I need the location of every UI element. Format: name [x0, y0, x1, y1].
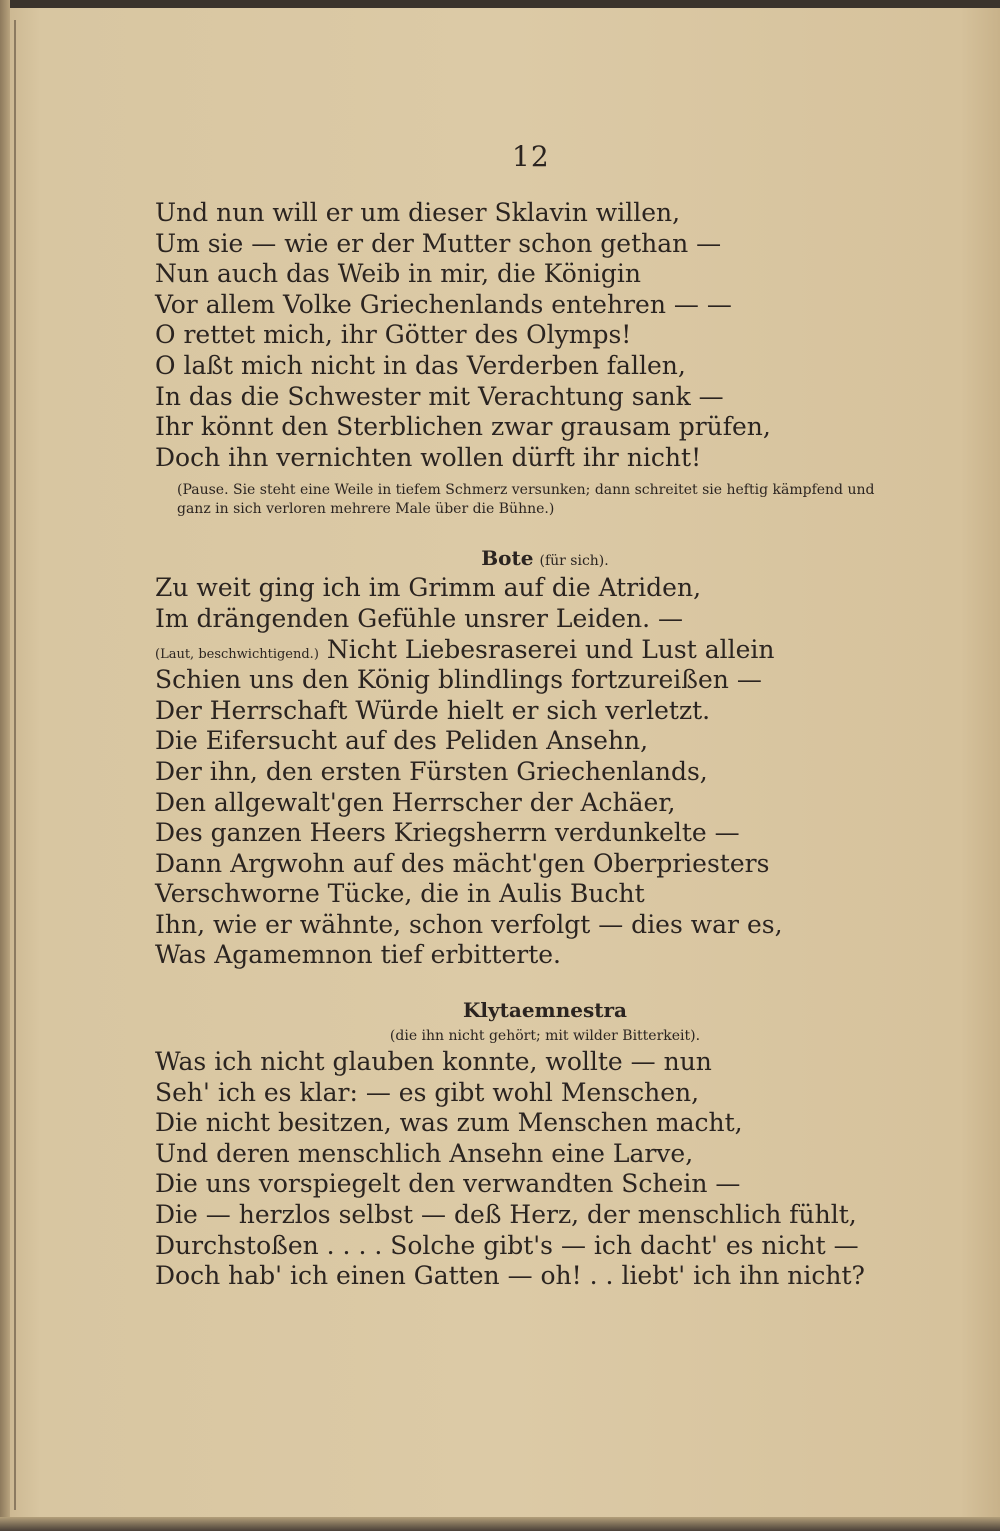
stanza-2 [155, 573, 935, 971]
verse-line: Die uns vorspiegelt den verwandten Schein — [155, 1169, 741, 1199]
verse-line: Nun auch das Weib in mir, die Königin [155, 259, 641, 289]
verse-line: Die Eifersucht auf des Peliden Ansehn, [155, 726, 649, 756]
verse-line: Ihr könnt den Sterblichen zwar grausam prüfen, [155, 412, 771, 442]
verse-line: Des ganzen Heers Kriegsherrn verdunkelte — [155, 818, 740, 848]
verse-line: Die nicht besitzen, was zum Menschen macht, [155, 1108, 743, 1138]
page-bottom-edge [0, 1517, 1000, 1531]
page-top-edge [0, 0, 1000, 8]
verse-line: Der Herrschaft Würde hielt er sich verletzt. [155, 695, 711, 725]
speaker-heading-klytaemnestra [155, 995, 935, 1025]
verse-line: Doch ihn vernichten wollen dürft ihr nicht! [155, 442, 702, 472]
stanza-3 [155, 1047, 935, 1292]
speaker-note: (für sich). [539, 553, 609, 570]
verse-text: Nicht Liebesraserei und Lust allein [326, 634, 775, 664]
verse-line: Den allgewalt'gen Herrscher der Achäer, [155, 787, 676, 817]
page-binding-edge [0, 0, 10, 1531]
verse-line: Im drängenden Gefühle unsrer Leiden. — [155, 603, 684, 633]
page-number: 12 [512, 140, 550, 173]
inline-stage-note: (Laut, beschwichtigend.) [155, 646, 319, 662]
verse-line: Der ihn, den ersten Fürsten Griechenlands, [155, 756, 708, 786]
verse-line: Und deren menschlich Ansehn eine Larve, [155, 1138, 694, 1168]
verse-line: O rettet mich, ihr Götter des Olymps! [155, 320, 632, 350]
page-fold-line [14, 20, 16, 1510]
verse-line: Was ich nicht glauben konnte, wollte — nun [155, 1047, 712, 1077]
verse-line: O laßt mich nicht in das Verderben fallen, [155, 350, 686, 380]
verse-line: Vor allem Volke Griechenlands entehren — — [155, 289, 732, 319]
verse-line: Und nun will er um dieser Sklavin willen, [155, 198, 681, 227]
verse-line: Um sie — wie er der Mutter schon gethan — [155, 228, 722, 258]
verse-line: Was Agamemnon tief erbitterte. [155, 940, 561, 970]
stanza-1 [155, 198, 935, 473]
verse-line: In das die Schwester mit Verachtung sank — [155, 381, 724, 411]
stage-direction: (Pause. Sie steht eine Weile in tiefem Schmerz versunken; dann schreitet sie heftig kämpfend und ganz in sich verloren mehrere Male über die Bühne.) [177, 482, 875, 518]
speaker-name: Bote [481, 546, 534, 571]
verse-line: Dann Argwohn auf des mächt'gen Oberpriesters [155, 848, 770, 878]
verse-line: Durchstoßen . . . . Solche gibt's — ich dacht' es nicht — [155, 1230, 859, 1260]
text-block [155, 198, 935, 1292]
verse-line: Doch hab' ich einen Gatten — oh! . . liebt' ich ihn nicht? [155, 1261, 865, 1291]
verse-line: Ihn, wie er wähnte, schon verfolgt — dies war es, [155, 909, 783, 939]
verse-line [155, 635, 935, 666]
speaker-name: Klytaemnestra [463, 998, 627, 1023]
verse-line: Verschworne Tücke, die in Aulis Bucht [155, 879, 645, 909]
speaker-heading-bote [155, 543, 935, 573]
speaker-note: (die ihn nicht gehört; mit wilder Bitterkeit). [389, 1028, 701, 1045]
verse-line: Die — herzlos selbst — deß Herz, der menschlich fühlt, [155, 1200, 857, 1230]
verse-line: Seh' ich es klar: — es gibt wohl Menschen, [155, 1077, 700, 1107]
verse-line: Schien uns den König blindlings fortzureißen — [155, 665, 762, 695]
verse-line: Zu weit ging ich im Grimm auf die Atriden, [155, 573, 702, 603]
